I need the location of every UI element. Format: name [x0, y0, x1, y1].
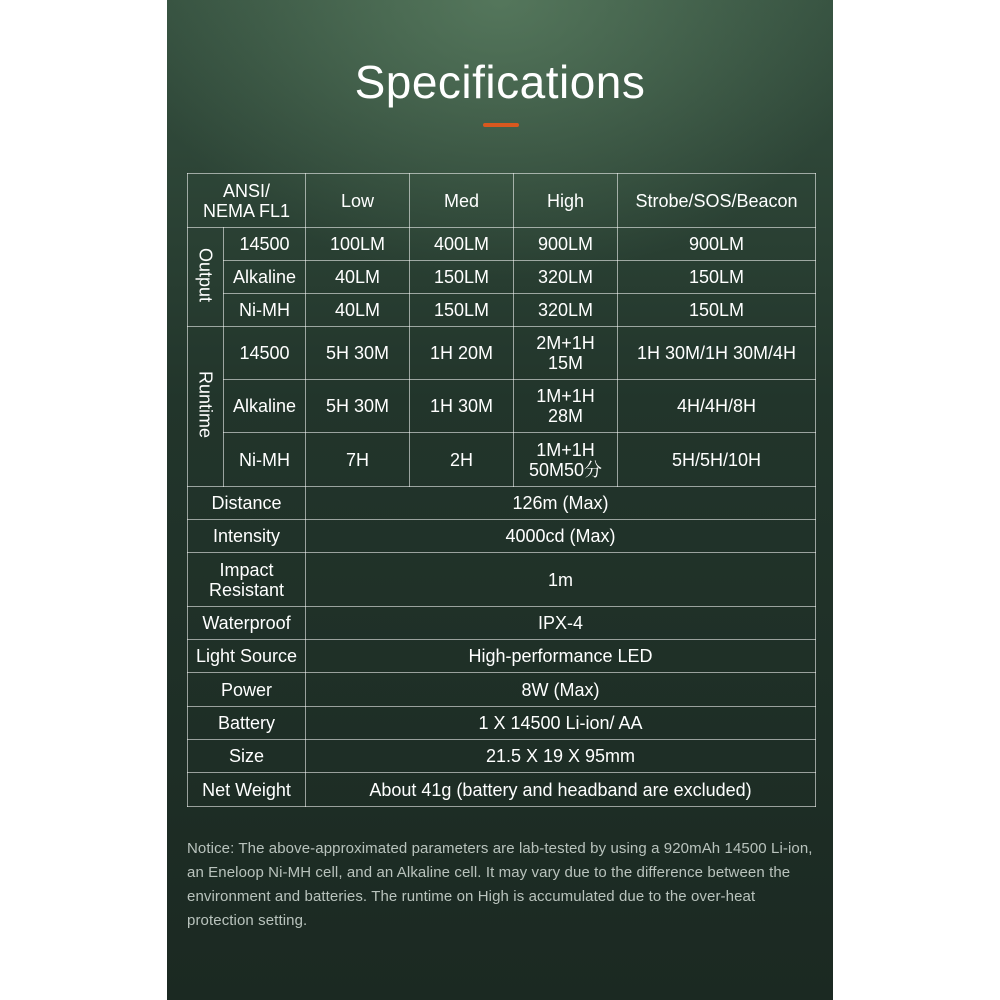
runtime-row	[188, 327, 816, 380]
output-value: 400LM	[410, 228, 514, 261]
header-mode-high: High	[514, 174, 618, 228]
output-value: 100LM	[306, 228, 410, 261]
spec-value: 8W (Max)	[306, 673, 816, 707]
output-value: 150LM	[618, 261, 816, 294]
spec-label: Waterproof	[188, 607, 306, 640]
output-value: 40LM	[306, 261, 410, 294]
runtime-value: 5H 30M	[306, 327, 410, 380]
runtime-value: 1M+1H 50M50分	[514, 433, 618, 487]
runtime-value: 1H 30M	[410, 380, 514, 433]
spec-label: Size	[188, 740, 306, 773]
spec-value: 1 X 14500 Li-ion/ AA	[306, 707, 816, 740]
title-accent-bar	[483, 123, 519, 127]
table-header-row	[188, 174, 816, 228]
output-value: 150LM	[410, 261, 514, 294]
notice-text: Notice: The above-approximated parameters are lab-tested by using a 920mAh 14500 Li-ion, an Eneloop Ni-MH cell, and an Alkaline cell. It may vary due to the difference between the environment and batteries. The runtime on High is accumulated due to the over-heat protection setting.	[187, 840, 813, 929]
spec-row	[188, 773, 816, 807]
spec-value: 21.5 X 19 X 95mm	[306, 740, 816, 773]
output-value: 150LM	[410, 294, 514, 327]
spec-value: 126m (Max)	[306, 487, 816, 520]
output-value: 900LM	[618, 228, 816, 261]
output-value: 150LM	[618, 294, 816, 327]
spec-row	[188, 740, 816, 773]
spec-table	[187, 173, 816, 807]
spec-row	[188, 553, 816, 607]
header-mode-strobe: Strobe/SOS/Beacon	[618, 174, 816, 228]
runtime-value: 2M+1H 15M	[514, 327, 618, 380]
spec-row	[188, 640, 816, 673]
spec-value: About 41g (battery and headband are excluded)	[306, 773, 816, 807]
spec-label: Distance	[188, 487, 306, 520]
runtime-group-label: Runtime	[188, 327, 224, 487]
runtime-row	[188, 433, 816, 487]
spec-value: High-performance LED	[306, 640, 816, 673]
spec-label: Impact Resistant	[188, 553, 306, 607]
runtime-value: 1H 30M/1H 30M/4H	[618, 327, 816, 380]
battery-label: Ni-MH	[224, 433, 306, 487]
spec-row	[188, 673, 816, 707]
spec-label: Power	[188, 673, 306, 707]
output-value: 320LM	[514, 261, 618, 294]
runtime-value: 4H/4H/8H	[618, 380, 816, 433]
page-title: Specifications	[354, 56, 646, 108]
battery-label: Ni-MH	[224, 294, 306, 327]
spec-label: Light Source	[188, 640, 306, 673]
spec-value: 4000cd (Max)	[306, 520, 816, 553]
spec-label: Battery	[188, 707, 306, 740]
header-mode-med: Med	[410, 174, 514, 228]
spec-row	[188, 520, 816, 553]
header-standard: ANSI/ NEMA FL1	[188, 174, 306, 228]
output-group-label: Output	[188, 228, 224, 327]
spec-label: Intensity	[188, 520, 306, 553]
spec-row	[188, 487, 816, 520]
runtime-value: 5H 30M	[306, 380, 410, 433]
runtime-value: 1H 20M	[410, 327, 514, 380]
runtime-value: 1M+1H 28M	[514, 380, 618, 433]
output-row	[188, 261, 816, 294]
runtime-row	[188, 380, 816, 433]
output-value: 320LM	[514, 294, 618, 327]
runtime-value: 2H	[410, 433, 514, 487]
battery-label: 14500	[224, 228, 306, 261]
output-value: 900LM	[514, 228, 618, 261]
output-row	[188, 294, 816, 327]
spec-row	[188, 607, 816, 640]
battery-label: 14500	[224, 327, 306, 380]
header-mode-low: Low	[306, 174, 410, 228]
output-value: 40LM	[306, 294, 410, 327]
spec-value: 1m	[306, 553, 816, 607]
battery-label: Alkaline	[224, 261, 306, 294]
battery-label: Alkaline	[224, 380, 306, 433]
spec-panel	[167, 0, 833, 1000]
spec-value: IPX-4	[306, 607, 816, 640]
spec-row	[188, 707, 816, 740]
runtime-value: 5H/5H/10H	[618, 433, 816, 487]
runtime-value: 7H	[306, 433, 410, 487]
output-row	[188, 228, 816, 261]
spec-label: Net Weight	[188, 773, 306, 807]
